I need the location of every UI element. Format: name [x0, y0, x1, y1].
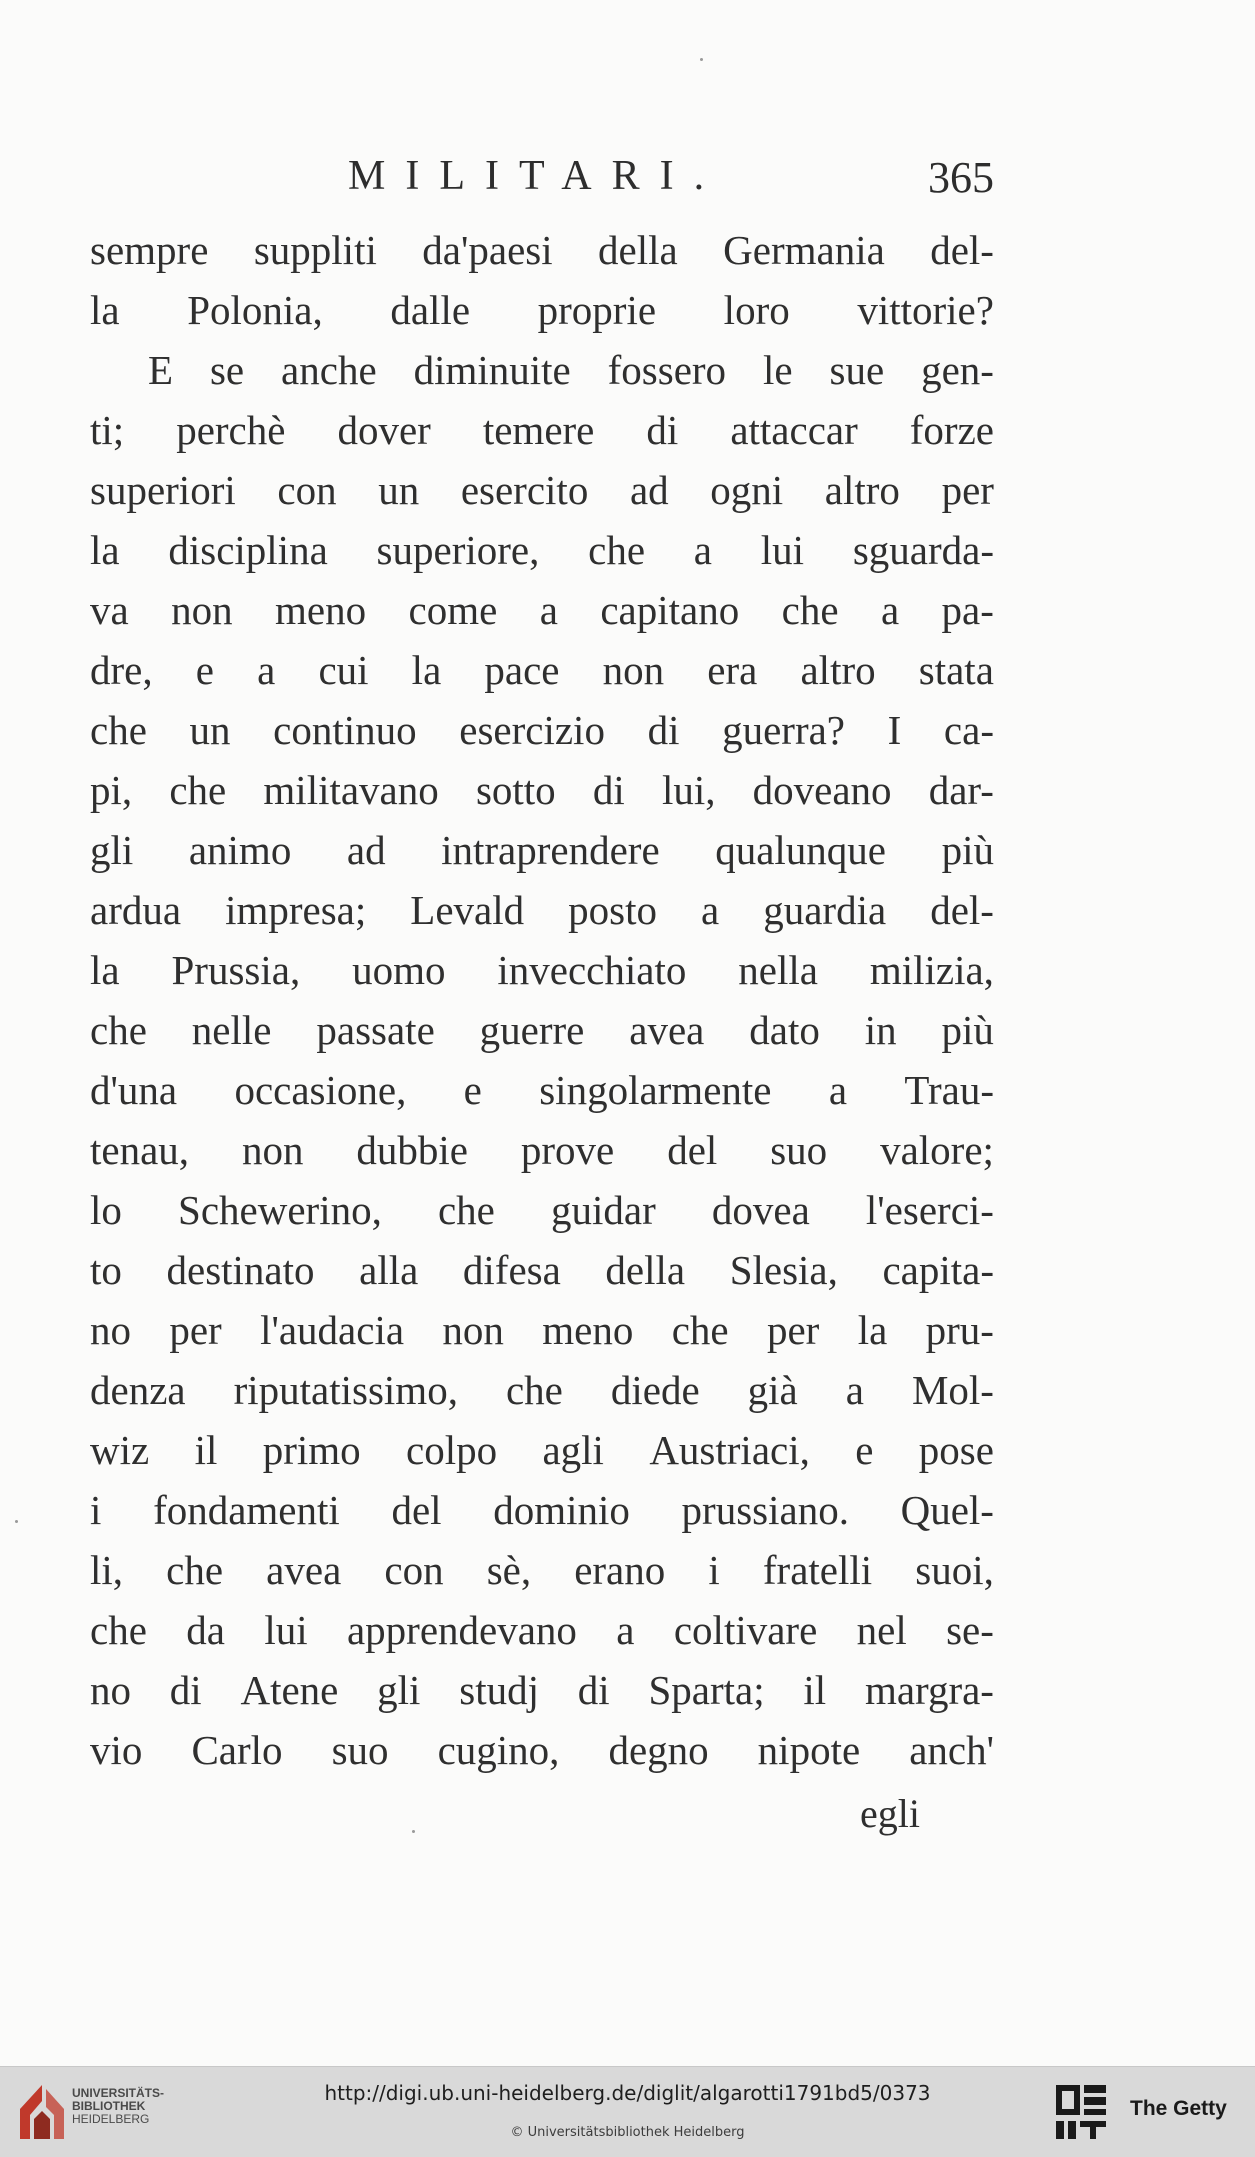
text-line	[90, 280, 994, 340]
word: il	[803, 1667, 827, 1713]
word: suoi,	[915, 1547, 994, 1593]
word: Mol-	[911, 1367, 994, 1413]
text-line	[90, 1180, 994, 1240]
word: forze	[909, 407, 994, 453]
word: Carlo	[191, 1727, 283, 1773]
word: nipote	[757, 1727, 861, 1773]
word: che	[169, 767, 227, 813]
text-line	[90, 820, 994, 880]
word: alla	[359, 1247, 419, 1293]
text-line	[90, 1240, 994, 1300]
word: Atene	[240, 1667, 339, 1713]
word: wiz	[90, 1427, 150, 1473]
word: diede	[610, 1367, 700, 1413]
word: singolarmente	[539, 1067, 772, 1113]
word: da	[186, 1607, 225, 1653]
running-head: MILITARI.	[348, 153, 725, 199]
word: guardia	[763, 887, 887, 933]
word: pa-	[941, 587, 994, 633]
word: altro	[824, 467, 900, 513]
word: impresa;	[225, 887, 367, 933]
word: suo	[770, 1127, 828, 1173]
word: a	[539, 587, 558, 633]
word: passate	[316, 1007, 435, 1053]
word: fossero	[607, 347, 727, 393]
word: riputatissimo,	[233, 1367, 458, 1413]
library-name: UNIVERSITÄTS- BIBLIOTHEK HEIDELBERG	[72, 2086, 165, 2126]
word: il	[194, 1427, 218, 1473]
word: esercito	[460, 467, 589, 513]
word: li,	[90, 1547, 124, 1593]
word: gen-	[921, 347, 994, 393]
word: valore;	[880, 1127, 994, 1173]
word: d'una	[90, 1067, 178, 1113]
word: che	[90, 1607, 147, 1653]
word: colpo	[406, 1427, 498, 1473]
word: esercizio	[459, 707, 605, 753]
word: capitano	[600, 587, 740, 633]
word: studj	[459, 1667, 539, 1713]
word: che	[781, 587, 839, 633]
text-line	[90, 940, 994, 1000]
word: non	[171, 587, 233, 633]
word: ca-	[943, 707, 994, 753]
word: più	[941, 1007, 994, 1053]
word: primo	[262, 1427, 361, 1473]
word: era	[707, 647, 758, 693]
word: del-	[930, 887, 994, 933]
word: vittorie?	[857, 287, 994, 333]
word: anche	[281, 347, 377, 393]
word: coltivare	[673, 1607, 818, 1653]
word: lui	[264, 1607, 308, 1653]
word: posto	[568, 887, 657, 933]
word: difesa	[462, 1247, 561, 1293]
word: che	[437, 1187, 495, 1233]
word: per	[766, 1307, 820, 1353]
word: no	[90, 1667, 131, 1713]
text-line	[90, 640, 994, 700]
text-line	[90, 880, 994, 940]
word: margra-	[864, 1667, 994, 1713]
word: meno	[542, 1307, 634, 1353]
word: se	[209, 347, 245, 393]
word: in	[864, 1007, 897, 1053]
word: Prussia,	[171, 947, 301, 993]
word: stata	[918, 647, 994, 693]
word: Austriaci,	[649, 1427, 810, 1473]
page-number: 365	[928, 153, 994, 202]
word: nelle	[191, 1007, 272, 1053]
body-text	[90, 220, 994, 1780]
word: E	[148, 347, 174, 393]
word: se-	[946, 1607, 994, 1653]
catchword: egli	[860, 1791, 920, 1836]
word: diminuite	[413, 347, 571, 393]
word: a	[701, 887, 720, 933]
word: sue	[829, 347, 885, 393]
word: no	[90, 1307, 131, 1353]
word: dre,	[90, 647, 153, 693]
word: dominio	[493, 1487, 630, 1533]
word: doveano	[752, 767, 892, 813]
word: che	[505, 1367, 563, 1413]
word: i	[708, 1547, 720, 1593]
page-header	[90, 152, 994, 212]
word: prove	[520, 1127, 615, 1173]
word: sè,	[486, 1547, 532, 1593]
word: Polonia,	[187, 287, 323, 333]
word: guerre	[479, 1007, 585, 1053]
word: gli	[377, 1667, 421, 1713]
word: più	[941, 827, 994, 873]
word: gli	[90, 827, 134, 873]
text-line	[90, 760, 994, 820]
word: lui,	[661, 767, 716, 813]
text-line	[90, 580, 994, 640]
word: pi,	[90, 767, 133, 813]
word: come	[408, 587, 498, 633]
word: meno	[275, 587, 367, 633]
text-line	[90, 1660, 994, 1720]
text-line	[90, 1480, 994, 1540]
word: Levald	[410, 887, 525, 933]
word: che	[90, 707, 147, 753]
word: cugino,	[437, 1727, 560, 1773]
word: intraprendere	[441, 827, 660, 873]
word: un	[378, 467, 420, 513]
word: per	[169, 1307, 222, 1353]
word: fratelli	[762, 1547, 873, 1593]
word: milizia,	[869, 947, 994, 993]
word: la	[90, 947, 120, 993]
word: destinato	[166, 1247, 315, 1293]
word: anch'	[909, 1727, 994, 1773]
viewer-footer	[0, 2066, 1255, 2157]
word: sguarda-	[852, 527, 994, 573]
word: non	[602, 647, 665, 693]
word: ad	[629, 467, 669, 513]
word: i	[90, 1487, 102, 1533]
getty-name: The Getty	[1130, 2097, 1227, 2120]
word: a	[845, 1367, 864, 1413]
paper-speck	[700, 58, 703, 61]
word: l'audacia	[260, 1307, 405, 1353]
text-line	[90, 220, 994, 280]
word: sotto	[475, 767, 556, 813]
text-line	[90, 1060, 994, 1120]
word: di	[577, 1667, 610, 1713]
word: non	[442, 1307, 504, 1353]
word: lo	[90, 1187, 122, 1233]
text-line	[90, 460, 994, 520]
word: Sparta;	[648, 1667, 765, 1713]
word: l'eserci-	[865, 1187, 994, 1233]
word: ti;	[90, 407, 125, 453]
word: a	[693, 527, 712, 573]
word: suppliti	[253, 227, 377, 273]
word: nella	[738, 947, 818, 993]
word: di	[647, 707, 680, 753]
paper-speck	[412, 1830, 415, 1833]
word: Schewerino,	[178, 1187, 382, 1233]
word: un	[189, 707, 231, 753]
text-line	[90, 1360, 994, 1420]
word: occasione,	[234, 1067, 407, 1113]
word: qualunque	[715, 827, 887, 873]
word: che	[588, 527, 646, 573]
word: le	[762, 347, 793, 393]
word: proprie	[537, 287, 657, 333]
word: del	[391, 1487, 442, 1533]
word: a	[828, 1067, 848, 1113]
word: dalle	[390, 287, 471, 333]
text-line	[90, 400, 994, 460]
word: dubbie	[356, 1127, 468, 1173]
word: uomo	[352, 947, 446, 993]
word: e	[463, 1067, 482, 1113]
word: continuo	[273, 707, 417, 753]
word: animo	[188, 827, 292, 873]
word: dar-	[928, 767, 994, 813]
word: la	[857, 1307, 888, 1353]
text-line	[90, 1720, 994, 1780]
word: sempre	[90, 227, 209, 273]
word: con	[277, 467, 337, 513]
word: cui	[318, 647, 369, 693]
word: della	[598, 227, 678, 273]
word: agli	[542, 1427, 604, 1473]
word: che	[166, 1547, 224, 1593]
word: a	[257, 647, 276, 693]
paper-speck	[15, 1520, 18, 1523]
text-line	[90, 700, 994, 760]
word: pose	[918, 1427, 994, 1473]
word: la	[411, 647, 442, 693]
word: di	[592, 767, 625, 813]
text-line	[90, 1000, 994, 1060]
word: pace	[484, 647, 560, 693]
word: I	[887, 707, 902, 753]
word: per	[941, 467, 994, 513]
word: guidar	[551, 1187, 656, 1233]
word: di	[169, 1667, 202, 1713]
word: la	[90, 287, 120, 333]
word: dovea	[711, 1187, 810, 1233]
word: Slesia,	[729, 1247, 838, 1293]
word: da'paesi	[422, 227, 553, 273]
word: Quel-	[900, 1487, 994, 1533]
word: perchè	[176, 407, 286, 453]
word: capita-	[882, 1247, 994, 1293]
word: della	[605, 1247, 686, 1293]
word: ad	[346, 827, 386, 873]
word: ogni	[710, 467, 784, 513]
word: apprendevano	[346, 1607, 577, 1653]
word: dover	[337, 407, 431, 453]
word: con	[384, 1547, 444, 1593]
text-line	[90, 520, 994, 580]
word: nel	[856, 1607, 907, 1653]
text-line	[90, 1120, 994, 1180]
word: avea	[266, 1547, 342, 1593]
permalink-url[interactable]: http://digi.ub.uni-heidelberg.de/diglit/algarotti1791bd5/0373	[324, 2081, 931, 2105]
word: e	[855, 1427, 874, 1473]
word: dato	[749, 1007, 820, 1053]
text-line	[90, 1420, 994, 1480]
word: superiore,	[376, 527, 540, 573]
word: e	[195, 647, 214, 693]
word: che	[671, 1307, 729, 1353]
text-line	[90, 340, 994, 400]
word: ardua	[90, 887, 182, 933]
word: militavano	[263, 767, 439, 813]
word: attaccar	[730, 407, 858, 453]
word: avea	[629, 1007, 705, 1053]
word: vio	[90, 1727, 143, 1773]
word: altro	[800, 647, 876, 693]
word: che	[90, 1007, 147, 1053]
word: prussiano.	[681, 1487, 849, 1533]
word: del	[667, 1127, 718, 1173]
text-line	[90, 1540, 994, 1600]
word: disciplina	[168, 527, 328, 573]
word: pru-	[925, 1307, 994, 1353]
word: Trau-	[904, 1067, 994, 1113]
word: tenau,	[90, 1127, 190, 1173]
word: erano	[574, 1547, 666, 1593]
word: guerra?	[722, 707, 846, 753]
word: loro	[723, 287, 790, 333]
word: va	[90, 587, 129, 633]
word: suo	[331, 1727, 389, 1773]
word: denza	[90, 1367, 186, 1413]
word: la	[90, 527, 120, 573]
word: di	[646, 407, 679, 453]
word: invecchiato	[497, 947, 687, 993]
text-line	[90, 1600, 994, 1660]
word: Germania	[723, 227, 885, 273]
word: superiori	[90, 467, 236, 513]
word: lui	[760, 527, 805, 573]
word: temere	[482, 407, 595, 453]
word: del-	[930, 227, 994, 273]
text-line	[90, 1300, 994, 1360]
getty-logo-icon	[1054, 2081, 1110, 2143]
word: non	[241, 1127, 304, 1173]
word: a	[616, 1607, 635, 1653]
word: a	[880, 587, 900, 633]
copyright-notice: © Universitätsbibliothek Heidelberg	[510, 2125, 745, 2140]
word: to	[90, 1247, 122, 1293]
word: già	[747, 1367, 798, 1413]
word: fondamenti	[153, 1487, 340, 1533]
word: degno	[608, 1727, 709, 1773]
